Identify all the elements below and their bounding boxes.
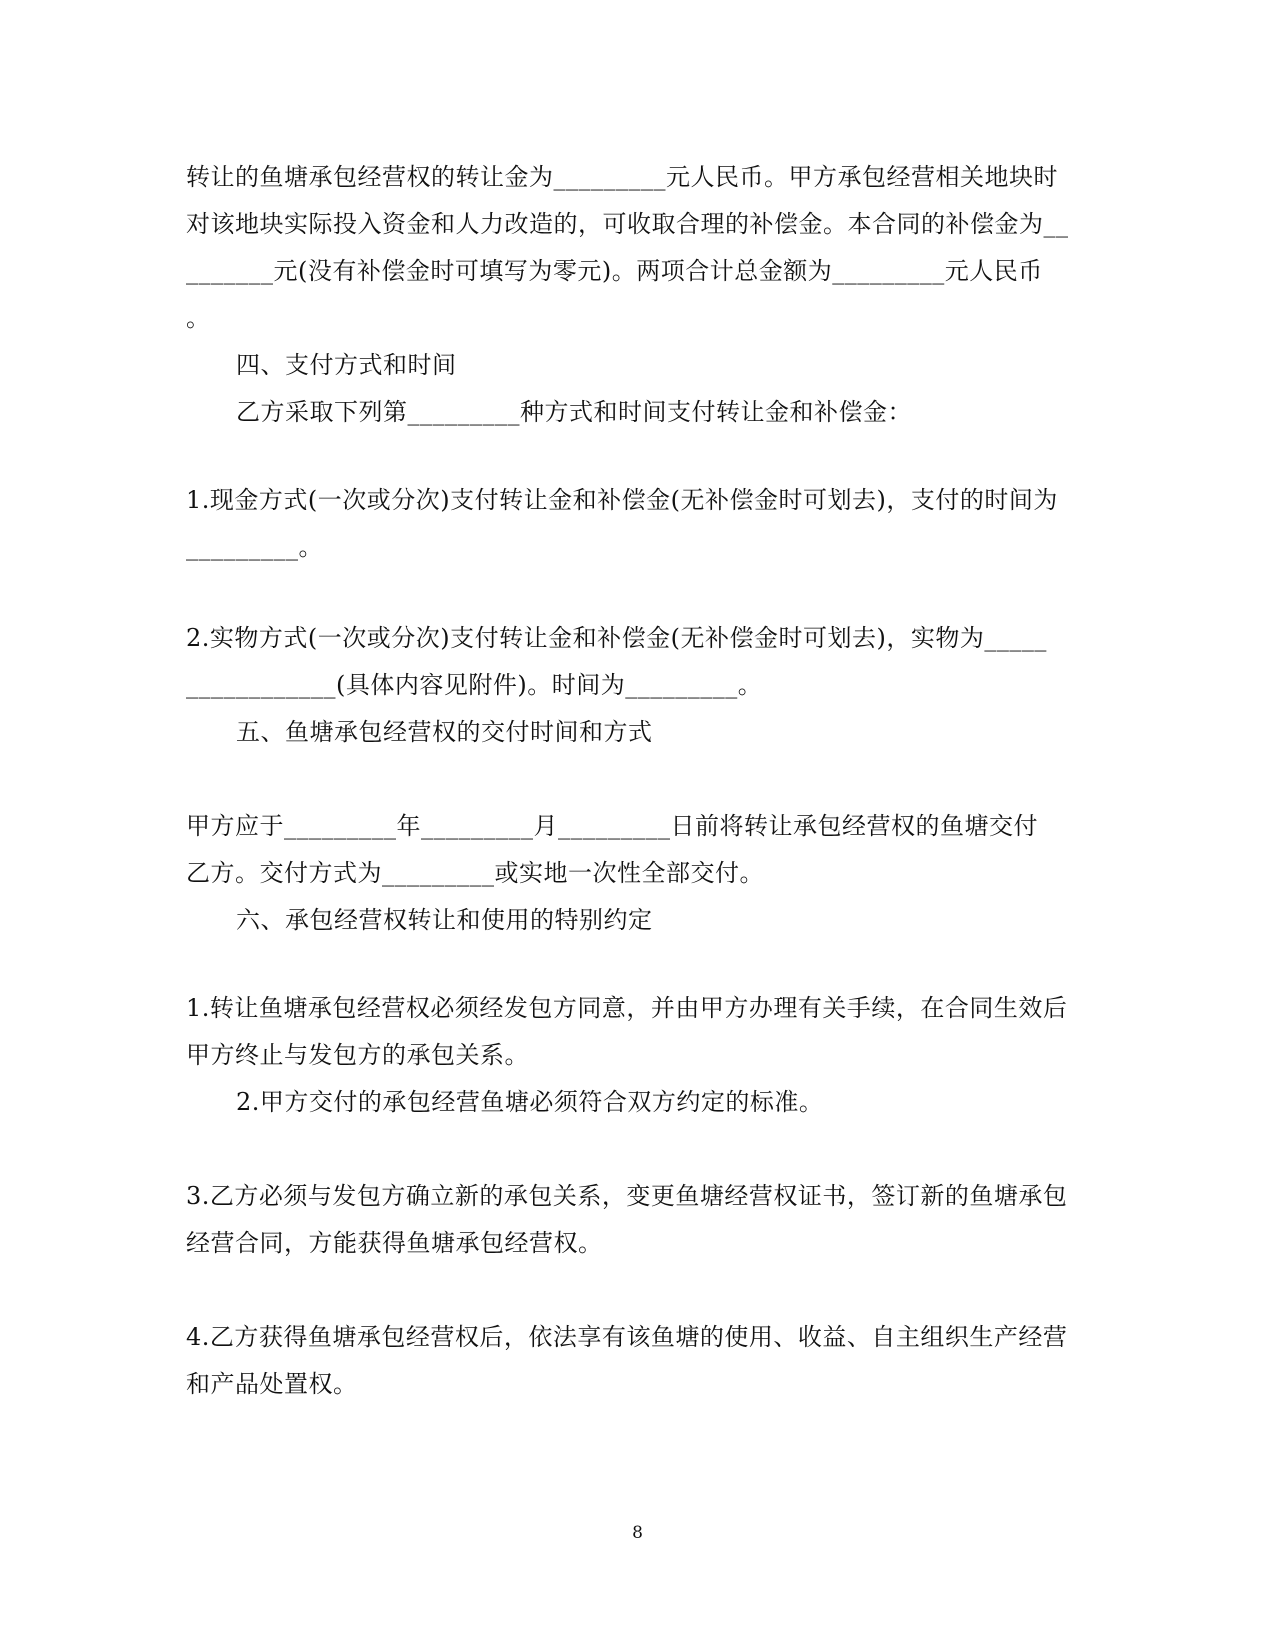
section-heading: 五、鱼塘承包经营权的交付时间和方式 <box>236 718 653 746</box>
paragraph-line: 甲方应于_________年_________月_________日前将转让承包经营权的鱼塘交付 <box>186 812 1038 840</box>
list-item-line: 3.乙方必须与发包方确立新的承包关系，变更鱼塘经营权证书，签订新的鱼塘承包 <box>186 1182 1068 1210</box>
list-item-line: 2.甲方交付的承包经营鱼塘必须符合双方约定的标准。 <box>236 1088 824 1116</box>
section-heading: 四、支付方式和时间 <box>236 351 457 379</box>
list-item-line: 1.转让鱼塘承包经营权必须经发包方同意，并由甲方办理有关手续，在合同生效后 <box>186 994 1068 1022</box>
list-item-line: 2.实物方式(一次或分次)支付转让金和补偿金(无补偿金时可划去)，实物为_____ <box>186 624 1047 652</box>
paragraph-line: 乙方。交付方式为_________或实地一次性全部交付。 <box>186 859 764 887</box>
list-item-line: 1.现金方式(一次或分次)支付转让金和补偿金(无补偿金时可划去)，支付的时间为 <box>186 486 1058 514</box>
list-item-line: ____________(具体内容见附件)。时间为_________。 <box>186 671 763 699</box>
paragraph-line: 对该地块实际投入资金和人力改造的，可收取合理的补偿金。本合同的补偿金为__ <box>186 210 1069 238</box>
paragraph-line: 乙方采取下列第_________种方式和时间支付转让金和补偿金： <box>236 398 912 426</box>
list-item-line: _________。 <box>186 533 323 561</box>
list-item-line: 经营合同，方能获得鱼塘承包经营权。 <box>186 1229 603 1257</box>
paragraph-line: _______元(没有补偿金时可填写为零元)。两项合计总金额为_________元人民币 <box>186 257 1043 285</box>
paragraph-line: 。 <box>186 304 211 332</box>
page-number: 8 <box>632 1523 643 1543</box>
list-item-line: 和产品处置权。 <box>186 1370 358 1398</box>
paragraph-line: 转让的鱼塘承包经营权的转让金为_________元人民币。甲方承包经营相关地块时 <box>186 163 1058 191</box>
list-item-line: 4.乙方获得鱼塘承包经营权后，依法享有该鱼塘的使用、收益、自主组织生产经营 <box>186 1323 1068 1351</box>
list-item-line: 甲方终止与发包方的承包关系。 <box>186 1041 529 1069</box>
section-heading: 六、承包经营权转让和使用的特别约定 <box>236 906 653 934</box>
